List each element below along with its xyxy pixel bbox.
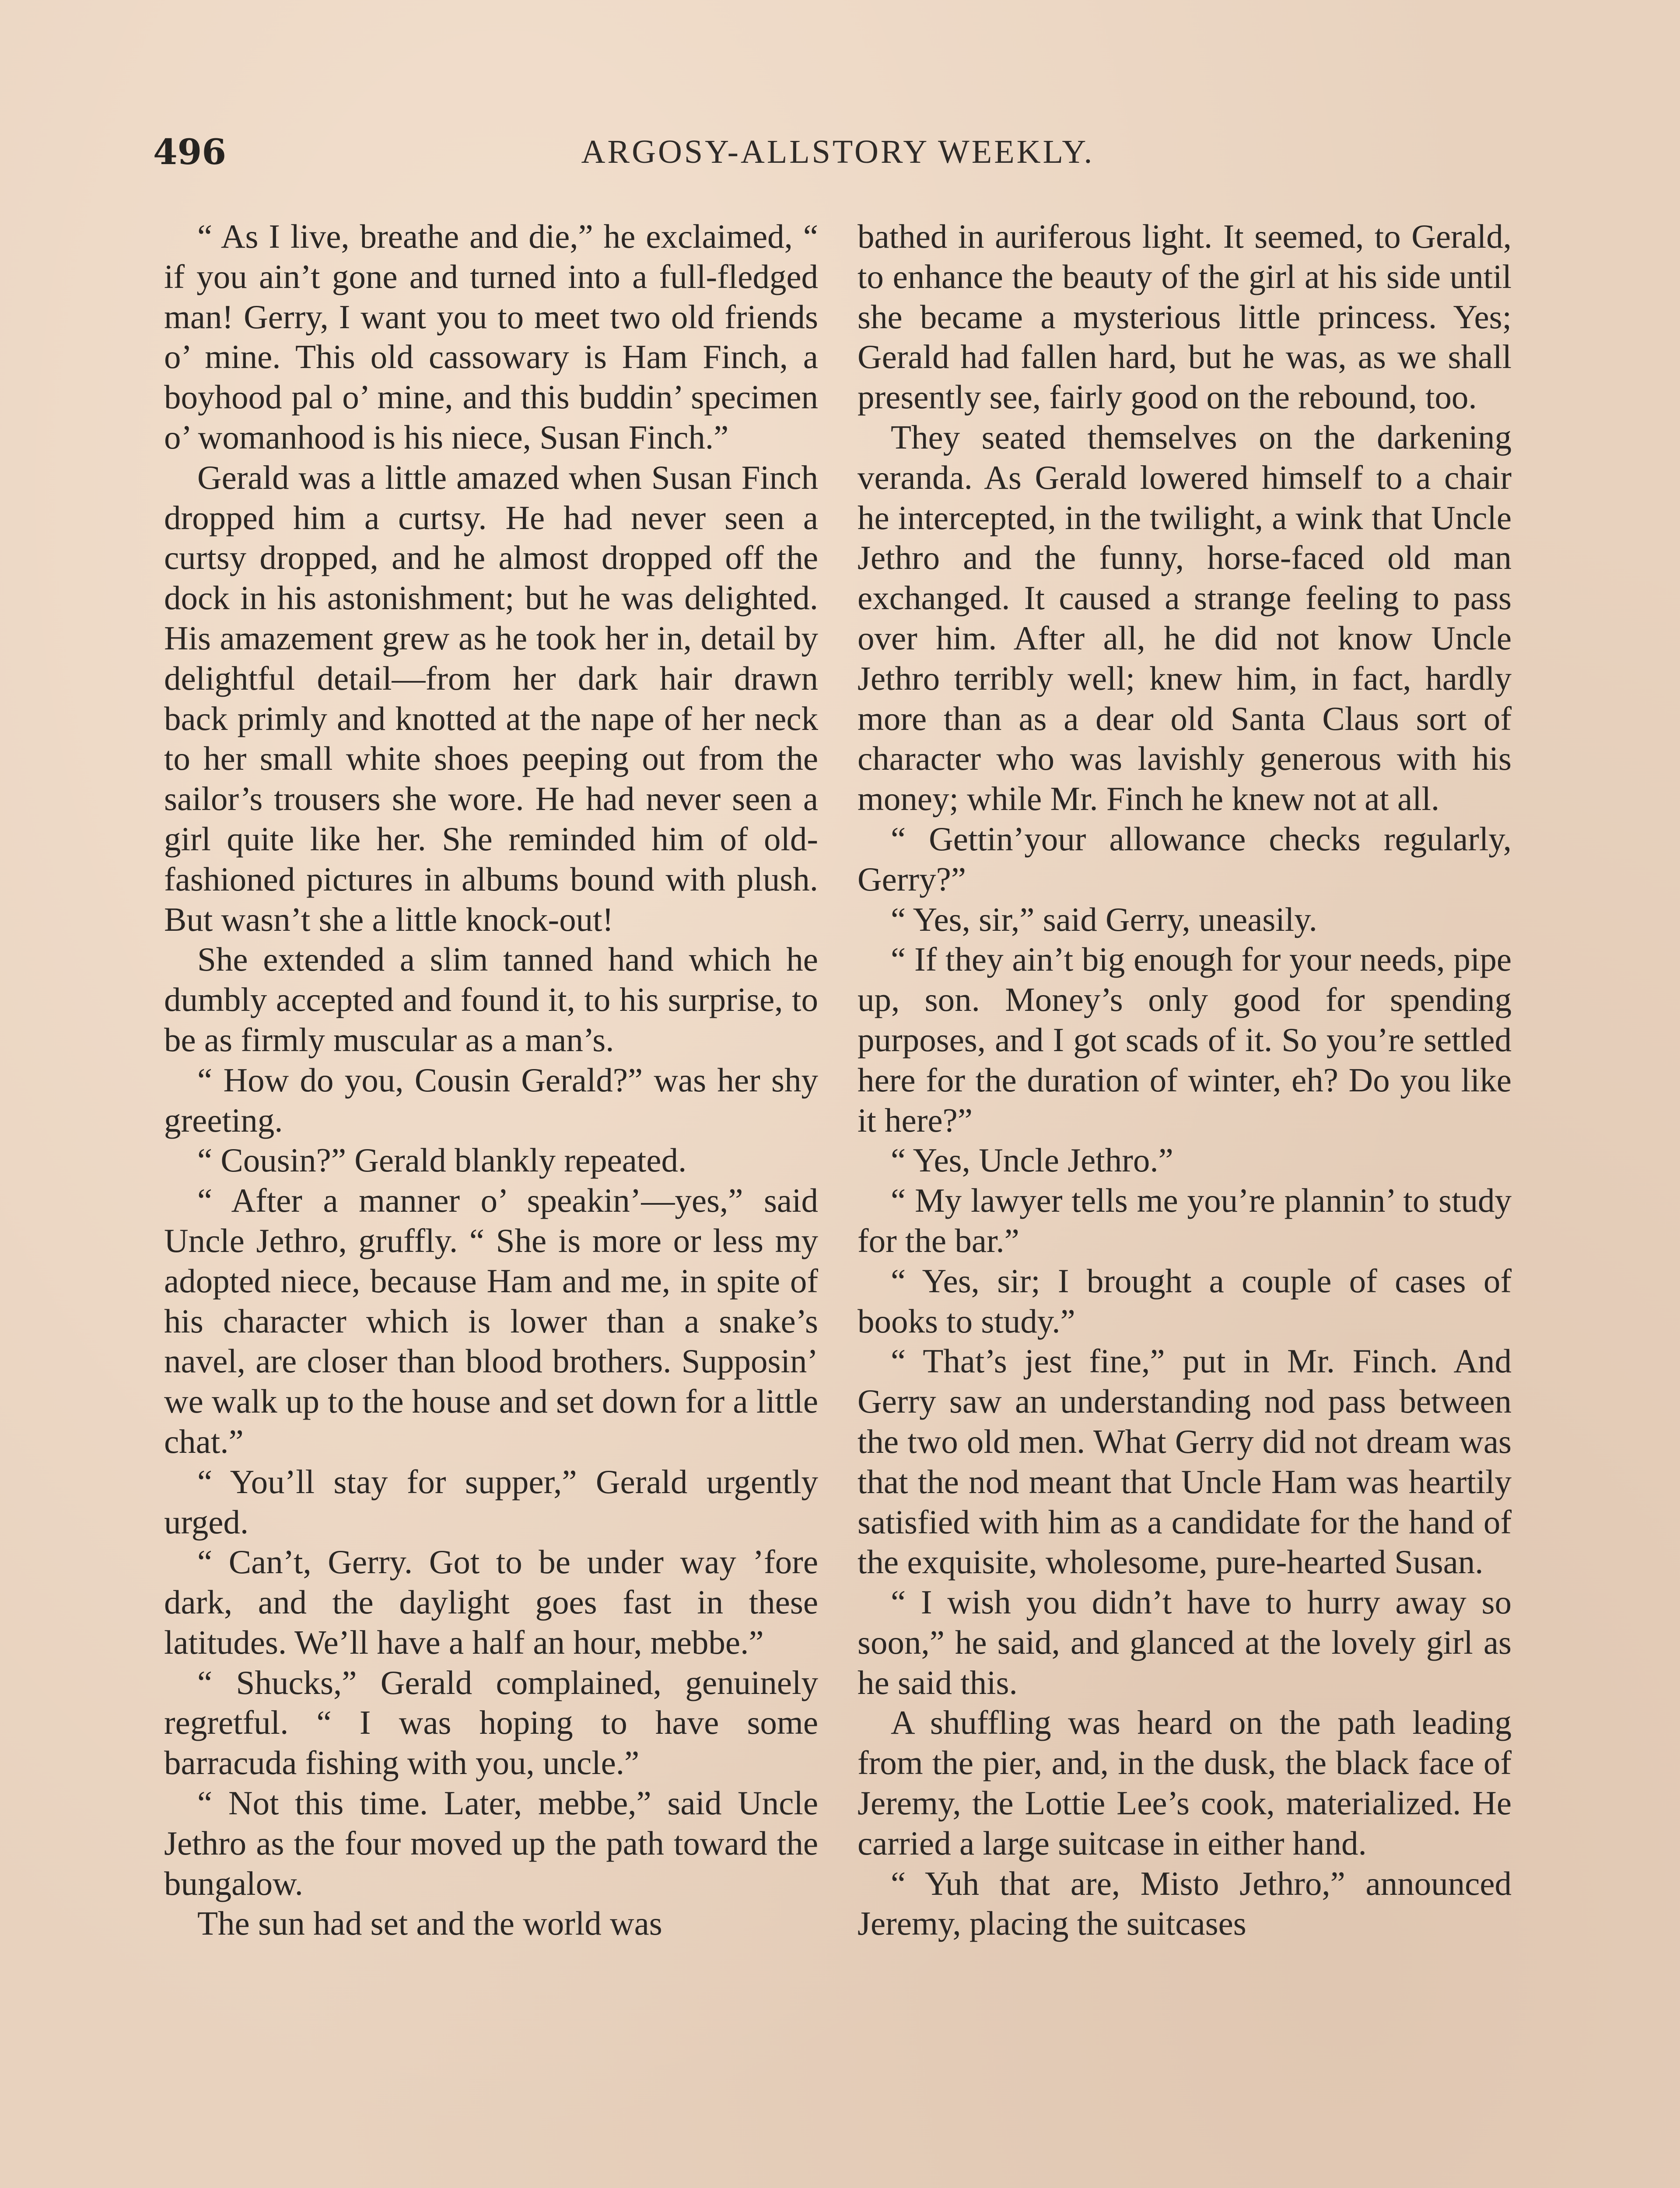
paragraph: “ After a manner o’ speakin’—yes,” said Uncle Jethro, gruffly. “ She is more or less my adopted niece, because Ham and me, in spite of his character which is lower than a snake’s navel, are closer than blood brothers. Supposin’ we walk up to the house and set down for a little chat.”: [164, 1182, 818, 1460]
paragraph: “ My lawyer tells me you’re plannin’ to study for the bar.”: [858, 1182, 1512, 1259]
paragraph-continued: bathed in auriferous light. It seemed, to Gerald, to enhance the beauty of the girl at his side until she became a mysterious little princess. Yes; Gerald had fallen hard, but he was, as we shall presently see, fairly good on the rebound, too.: [858, 217, 1512, 416]
paragraph: “ As I live, breathe and die,” he exclaimed, “ if you ain’t gone and turned into a full-fledged man! Gerry, I want you to meet two old friends o’ mine. This old cassowary is Ham Finch, a boyhood pal o’ mine, and this buddin’ specimen o’ womanhood is his niece, Susan Finch.”: [164, 217, 818, 456]
paragraph: “ Yuh that are, Misto Jethro,” announced Jeremy, placing the suitcases: [858, 1864, 1512, 1943]
running-title: ARGOSY-ALLSTORY WEEKLY.: [581, 133, 1095, 170]
right-column: [858, 217, 1512, 2188]
paragraph: “ If they ain’t big enough for your needs, pipe up, son. Money’s only good for spending purposes, and I got scads of it. So you’re settled here for the duration of winter, eh? Do you like it here?”: [858, 940, 1512, 1139]
page-header: [153, 131, 1522, 179]
paragraph: “ Shucks,” Gerald complained, genuinely regretful. “ I was hoping to have some barracuda fishing with you, uncle.”: [164, 1663, 818, 1782]
paragraph: A shuffling was heard on the path leading from the pier, and, in the dusk, the black face of Jeremy, the Lottie Lee’s cook, materialized. He carried a large suitcase in either hand.: [858, 1704, 1512, 1862]
paragraph: They seated themselves on the darkening veranda. As Gerald lowered himself to a chair he intercepted, in the twilight, a wink that Uncle Jethro and the funny, horse-faced old man exchanged. It caused a strange feeling to pass over him. After all, he did not know Uncle Jethro terribly well; knew him, in fact, hardly more than as a dear old Santa Claus sort of character who was lavishly generous with his money; while Mr. Finch he knew not at all.: [858, 418, 1512, 818]
paragraph: “ Not this time. Later, mebbe,” said Uncle Jethro as the four moved up the path toward the bungalow.: [164, 1784, 818, 1902]
paragraph: The sun had set and the world was: [197, 1904, 662, 1943]
page-number: 496: [153, 131, 226, 172]
paragraph: “ That’s jest fine,” put in Mr. Finch. And Gerry saw an understanding nod pass between the two old men. What Gerry did not dream was that the nod meant that Uncle Ham was heartily satisfied with him as a candidate for the hand of the exquisite, wholesome, pure-hearted Susan.: [858, 1342, 1512, 1581]
paragraph: “ Gettin’your allowance checks regularly, Gerry?”: [858, 820, 1512, 898]
paragraph: “ You’ll stay for supper,” Gerald urgently urged.: [164, 1462, 818, 1541]
paragraph: “ Yes, Uncle Jethro.”: [891, 1141, 1173, 1179]
paragraph: “ Cousin?” Gerald blankly repeated.: [197, 1141, 687, 1179]
paragraph: Gerald was a little amazed when Susan Finch dropped him a curtsy. He had never seen a curtsy dropped, and he almost dropped off the dock in his astonishment; but he was delighted. His amazement grew as he took her in, detail by delightful detail—from her dark hair drawn back primly and knotted at the nape of her neck to her small white shoes peeping out from the sailor’s trousers she wore. He had never seen a girl quite like her. She reminded him of old-fashioned pictures in albums bound with plush. But wasn’t she a little knock-out!: [164, 458, 818, 938]
paragraph: “ I wish you didn’t have to hurry away so soon,” he said, and glanced at the lovely girl as he said this.: [858, 1583, 1512, 1701]
paragraph: “ Yes, sir; I brought a couple of cases of books to study.”: [858, 1262, 1512, 1340]
paragraph: “ Can’t, Gerry. Got to be under way ’fore dark, and the daylight goes fast in these latitudes. We’ll have a half an hour, mebbe.”: [164, 1543, 818, 1661]
paragraph: “ How do you, Cousin Gerald?” was her shy greeting.: [164, 1061, 818, 1139]
paragraph: “ Yes, sir,” said Gerry, uneasily.: [891, 900, 1317, 938]
left-column: [164, 217, 818, 2188]
paragraph: She extended a slim tanned hand which he dumbly accepted and found it, to his surprise, to be as firmly muscular as a man’s.: [164, 940, 818, 1059]
